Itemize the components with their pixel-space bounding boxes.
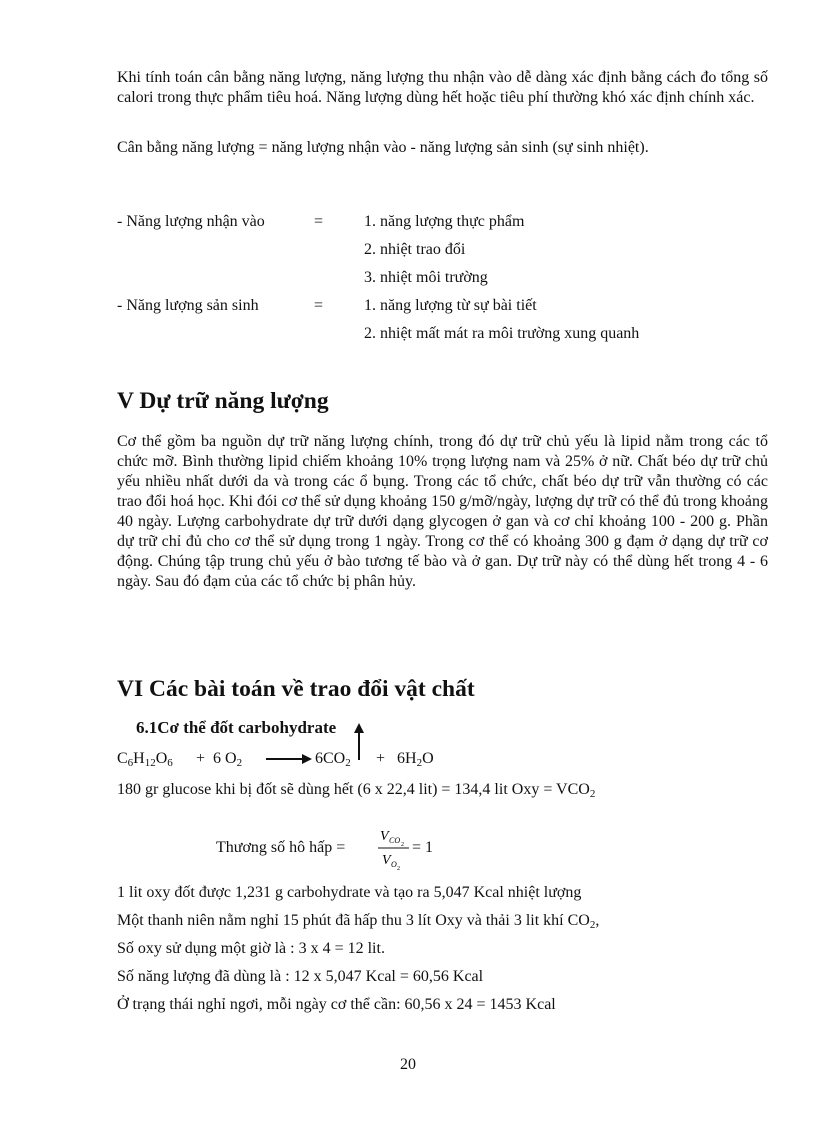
youth-rest-comma: , [595, 912, 600, 929]
youth-co2-subscript: 2 [589, 919, 596, 931]
gas-release-arrow-icon [352, 722, 366, 762]
glucose-formula: $C_6H_{12}O_6$ [117, 750, 173, 769]
oxygen-term [213, 749, 242, 769]
water-term: $6H_2O$ [397, 750, 434, 769]
intake-equals: = [314, 213, 324, 230]
svg-text:O: O [391, 860, 397, 869]
oxygen-yield-line: 1 lit oxy đốt được 1,231 g carbohydrate và tạo ra 5,047 Kcal nhiệt lượng [117, 884, 582, 901]
oxygen-subscript: 2 [236, 757, 243, 769]
subsection-6-1-heading: 6.1Cơ thể đốt carbohydrate [136, 718, 337, 737]
co2-term-text: 6CO [315, 750, 346, 767]
water-subscript: 2 [416, 757, 423, 769]
co2-subscript: 2 [345, 757, 351, 769]
intro-paragraph-2: Cân bằng năng lượng = năng lượng nhận vào - năng lượng sản sinh (sự sinh nhiệt). [117, 139, 649, 156]
reaction-arrow-icon [264, 752, 314, 766]
output-item-2: 2. nhiệt mất mát ra môi trường xung quanh [364, 325, 640, 342]
equation-plus-2: + [376, 750, 386, 767]
svg-text:CO: CO [389, 836, 401, 845]
water-term-text: 6H [397, 750, 417, 767]
output-label: - Năng lượng sản sinh [117, 297, 259, 314]
output-equals: = [314, 297, 324, 314]
glucose-oxygen-text: 180 gr glucose khi bị đốt sẽ dùng hết (6 x 22,4 lit) = 134,4 lit Oxy = VCO [117, 781, 590, 798]
svg-text:2: 2 [401, 842, 404, 848]
svg-text:V: V [382, 853, 391, 868]
page-number: 20 [400, 1056, 416, 1073]
section-6-heading: VI Các bài toán về trao đổi vật chất [117, 676, 475, 702]
vco2-subscript: 2 [589, 788, 596, 800]
equation-plus-1: + [196, 750, 206, 767]
rq-label: Thương số hô hấp = [216, 839, 346, 856]
oxygen-term-text: 6 O [213, 750, 237, 767]
intake-item-1: 1. năng lượng thực phẩm [364, 213, 525, 230]
glucose-oxygen-line [117, 780, 595, 800]
output-item-1: 1. năng lượng từ sự bài tiết [364, 297, 537, 314]
svg-text:V: V [380, 829, 389, 844]
intro-paragraph-1: Khi tính toán cân bằng năng lượng, năng lượng thu nhận vào dễ dàng xác định bằng cách đo tổng số calori trong thực phẩm tiêu hoá. Năng lượng dùng hết hoặc tiêu phí thường khó xác định chính xác. [117, 69, 768, 106]
intake-item-3: 3. nhiệt môi trường [364, 269, 488, 286]
energy-used-line: Số năng lượng đã dùng là : 12 x 5,047 Kcal = 60,56 Kcal [117, 968, 484, 985]
intake-item-2: 2. nhiệt trao đổi [364, 241, 466, 258]
svg-text:2: 2 [397, 866, 400, 872]
daily-need-line: Ở trạng thái nghỉ ngơi, mỗi ngày cơ thể cần: 60,56 x 24 = 1453 Kcal [117, 996, 556, 1013]
co2-term [315, 749, 351, 769]
intake-label: - Năng lượng nhận vào [117, 213, 265, 230]
youth-rest-line [117, 911, 599, 931]
rq-value: = 1 [412, 839, 434, 856]
section-5-body: Cơ thể gồm ba nguồn dự trữ năng lượng chính, trong đó dự trữ chủ yếu là lipid nằm trong các tổ chức mỡ. Bình thường lipid chiếm khoảng 10% trọng lượng nam và 25% ở nữ. Chất béo dự trữ chủ yếu nhiều nhất dưới da và trong các ổ bụng. Trong các tổ chức, chất béo dự trữ vẫn thường có các trao đổi hoá học. Khi đói cơ thể sử dụng khoảng 150 g/mỡ/ngày, lượng dự trữ có thể đủ trong khoảng 40 ngày. Lượng carbohydrate dự trữ dưới dạng glycogen ở gan và cơ chỉ khoảng 100 - 200 g. Phần dự trữ chỉ đủ cho cơ thể sử dụng trong 1 ngày. Trong cơ thể có khoảng 300 g đạm ở dạng dự trữ cơ động. Chúng tập trung chủ yếu ở bào tương tế bào và ở gan. Dự trữ này có thể dùng hết trong 4 - 6 ngày. Sau đó đạm của các tổ chức bị phân hủy. [117, 433, 768, 590]
youth-rest-text: Một thanh niên nằm nghỉ 15 phút đã hấp thu 3 lít Oxy và thải 3 lit khí CO [117, 912, 590, 929]
oxygen-per-hour-line: Số oxy sử dụng một giờ là : 3 x 4 = 12 lit. [117, 940, 385, 957]
section-5-heading: V Dự trữ năng lượng [117, 388, 329, 414]
